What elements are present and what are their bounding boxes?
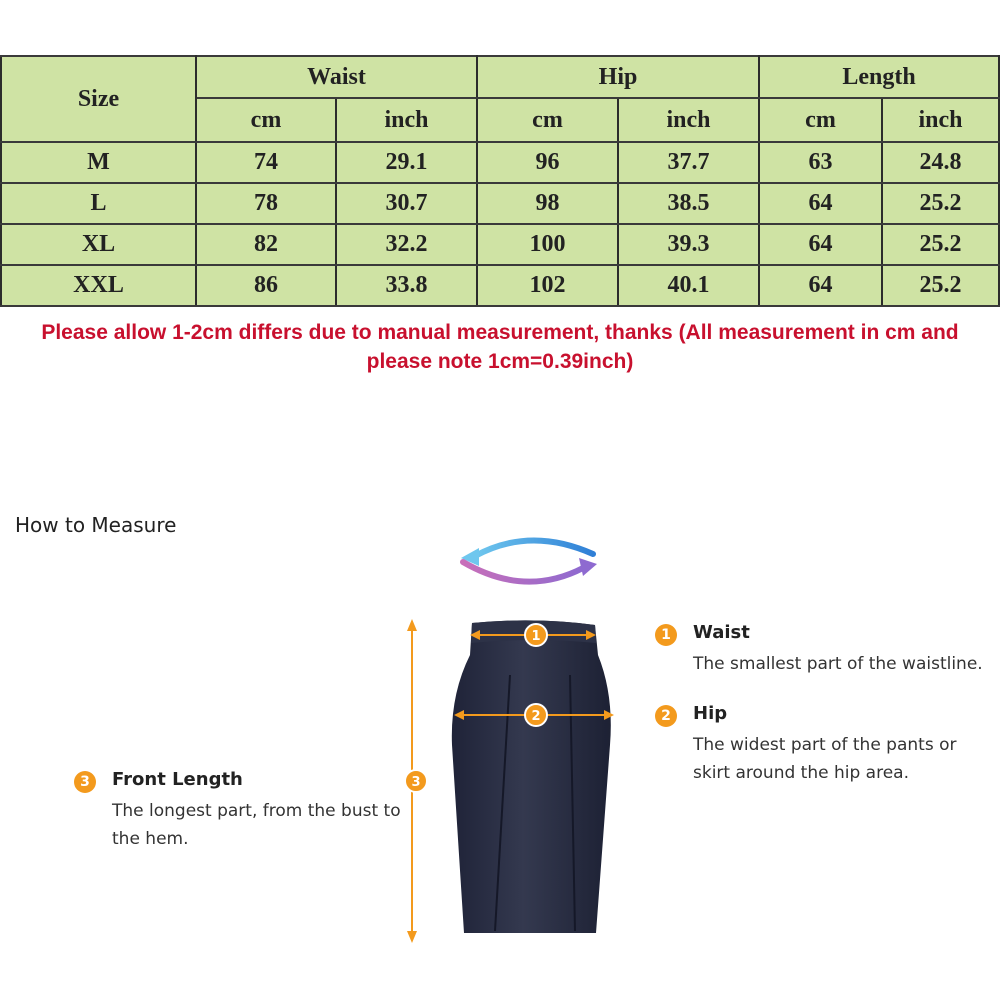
rotation-arrow-icon: [455, 528, 605, 598]
table-cell: 25.2: [882, 183, 999, 224]
length-header: Length: [759, 56, 999, 98]
waist-number-badge: 1: [655, 624, 677, 646]
hip-callout-desc: The widest part of the pants or skirt around the hip area.: [693, 735, 957, 783]
waist-callout-title: Waist: [693, 622, 750, 643]
table-cell: 100: [477, 224, 618, 265]
table-cell: 63: [759, 142, 882, 183]
measurement-note-line-2: please note 1cm=0.39inch): [366, 350, 634, 373]
table-cell: 32.2: [336, 224, 477, 265]
table-cell: 37.7: [618, 142, 759, 183]
hip-number-badge: 2: [655, 705, 677, 727]
marker-hip-number: 2: [531, 709, 541, 724]
marker-waist-number: 1: [531, 629, 541, 644]
hip-header: Hip: [477, 56, 759, 98]
unit-header-waist-inch: inch: [336, 98, 477, 142]
table-cell: 39.3: [618, 224, 759, 265]
table-row: [1, 265, 999, 306]
table-cell: 86: [196, 265, 336, 306]
length-arrow-top: [407, 619, 417, 631]
table-cell: 40.1: [618, 265, 759, 306]
table-cell: 25.2: [882, 224, 999, 265]
front-length-callout-desc: The longest part, from the bust to the hem.: [112, 801, 401, 849]
waist-header: Waist: [196, 56, 477, 98]
table-cell: 96: [477, 142, 618, 183]
rotation-arrow-top: [475, 540, 593, 556]
table-cell: 64: [759, 183, 882, 224]
table-row: [1, 142, 999, 183]
unit-header-length-cm: cm: [759, 98, 882, 142]
front-length-callout-title: Front Length: [112, 769, 243, 790]
how-to-measure-title: How to Measure: [15, 513, 177, 537]
size-header: Size: [1, 56, 196, 142]
marker-length-number: 3: [411, 775, 421, 790]
table-cell: 98: [477, 183, 618, 224]
table-cell: 30.7: [336, 183, 477, 224]
unit-header-length-inch: inch: [882, 98, 999, 142]
rotation-arrow-bottom-head: [579, 558, 597, 576]
skirt-shape: [452, 620, 611, 933]
unit-header-hip-inch: inch: [618, 98, 759, 142]
table-cell: 74: [196, 142, 336, 183]
size-chart-table: [0, 55, 1000, 307]
unit-header-hip-cm: cm: [477, 98, 618, 142]
size-cell: XL: [1, 224, 196, 265]
rotation-arrow-bottom: [463, 562, 583, 582]
measurement-note-line-1: Please allow 1-2cm differs due to manual measurement, thanks (All measurement in cm and: [41, 321, 959, 344]
size-cell: XXL: [1, 265, 196, 306]
table-cell: 38.5: [618, 183, 759, 224]
table-cell: 64: [759, 224, 882, 265]
table-cell: 82: [196, 224, 336, 265]
table-cell: 78: [196, 183, 336, 224]
size-cell: L: [1, 183, 196, 224]
table-cell: 24.8: [882, 142, 999, 183]
length-number-badge: 3: [74, 771, 96, 793]
waist-callout-desc: The smallest part of the waistline.: [693, 654, 983, 674]
table-cell: 102: [477, 265, 618, 306]
unit-header-waist-cm: cm: [196, 98, 336, 142]
table-row: [1, 183, 999, 224]
size-cell: M: [1, 142, 196, 183]
length-arrow-bottom: [407, 931, 417, 943]
table-cell: 25.2: [882, 265, 999, 306]
table-row: [1, 224, 999, 265]
table-cell: 33.8: [336, 265, 477, 306]
skirt-diagram: [400, 615, 640, 945]
hip-callout-title: Hip: [693, 703, 728, 724]
table-cell: 29.1: [336, 142, 477, 183]
table-cell: 64: [759, 265, 882, 306]
